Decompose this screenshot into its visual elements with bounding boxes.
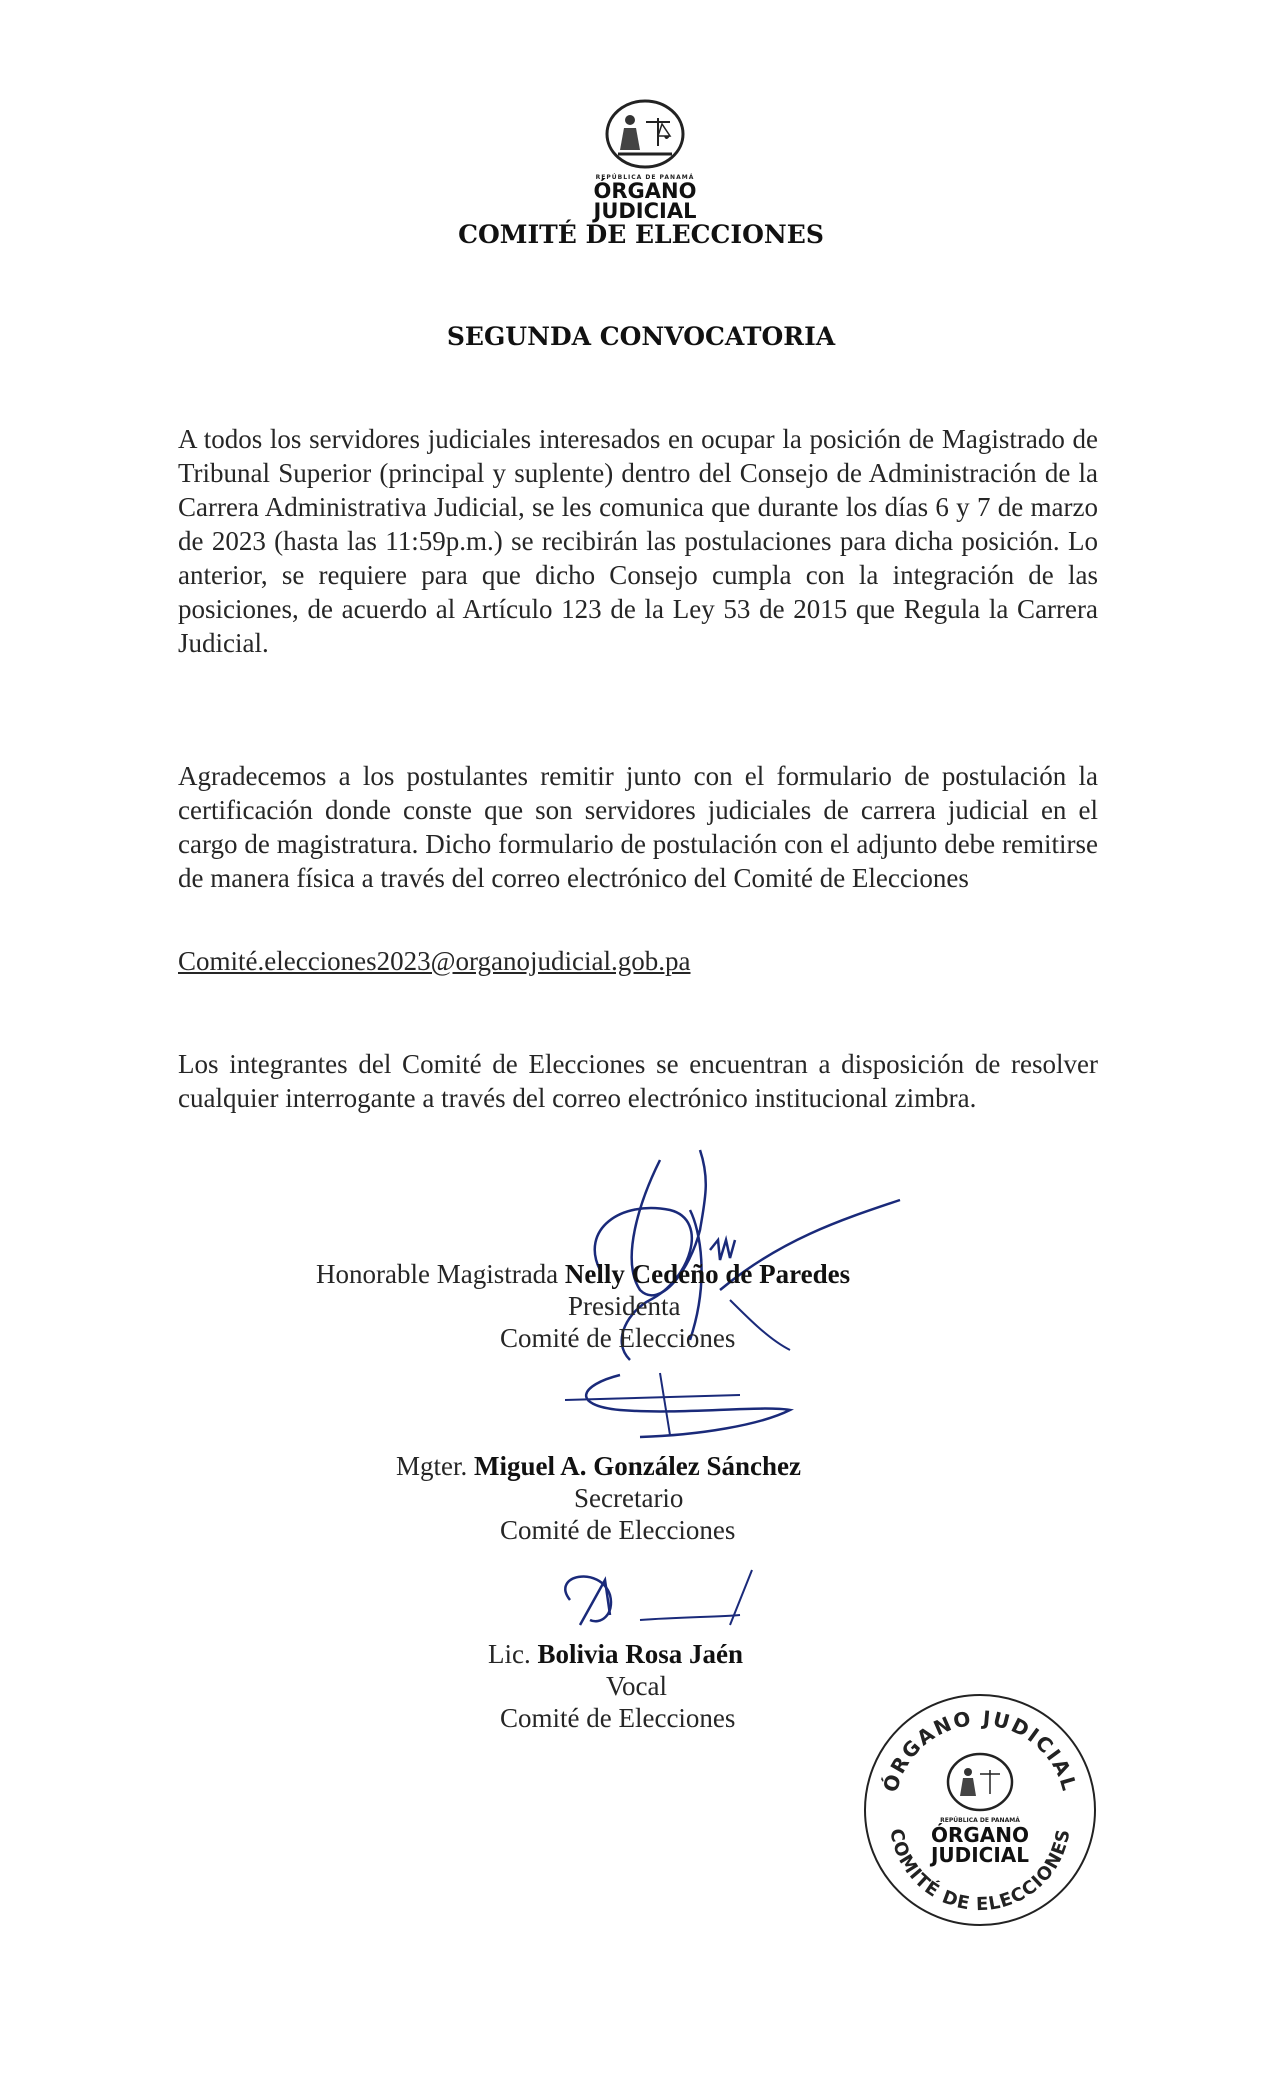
- logo-subtitle: REPÚBLICA DE PANAMÁ: [595, 174, 695, 181]
- logo-line1: ÓRGANO: [593, 179, 697, 203]
- signatory-2-line: [396, 1450, 801, 1482]
- signatory-1-line: [316, 1258, 850, 1290]
- email-link[interactable]: Comité.elecciones2023@organojudicial.gob.pa: [178, 946, 691, 976]
- svg-text:ÓRGANO: ÓRGANO: [930, 1823, 1030, 1847]
- signatory-3-prefix: Lic.: [488, 1639, 531, 1669]
- svg-text:JUDICIAL: JUDICIAL: [930, 1843, 1030, 1867]
- paragraph-2: Agradecemos a los postulantes remitir junto con el formulario de postulación la certificación donde conste que son servidores judiciales de carrera judicial en el cargo de magistratura. Dicho formulario de postulación con el adjunto debe remitirse de manera física a través del correo electrónico del Comité de Elecciones: [178, 761, 1098, 893]
- logo-line2: JUDICIAL: [593, 199, 697, 223]
- signatory-2-org: Comité de Elecciones: [500, 1515, 736, 1545]
- signatory-3-line: [488, 1638, 743, 1670]
- signatory-3-org: Comité de Elecciones: [500, 1703, 736, 1733]
- signature-2: [560, 1365, 800, 1445]
- paragraph-1: A todos los servidores judiciales interesados en ocupar la posición de Magistrado de Tribunal Superior (principal y suplente) dentro del Consejo de Administración de la Carrera Administrativa Judicial, se les comunica que durante los días 6 y 7 de marzo de 2023 (hasta las 11:59p.m.) se recibirán las postulaciones para dicha posición. Lo anterior, se requiere para que dicho Consejo cumpla con la integración de las posiciones, de acuerdo al Artículo 123 de la Ley 53 de 2015 que Regula la Carrera Judicial.: [178, 424, 1098, 658]
- svg-text:ÓRGANO JUDICIAL: ÓRGANO JUDICIAL: [878, 1705, 1082, 1795]
- signature-3: [540, 1565, 760, 1635]
- seal-icon: [860, 1690, 1100, 1930]
- organo-judicial-logo: [560, 98, 730, 221]
- scales-of-justice-icon: [600, 98, 690, 170]
- signatory-2-role: Secretario: [574, 1483, 684, 1513]
- committee-heading: COMITÉ DE ELECCIONES: [458, 220, 824, 249]
- signatory-1-name: Nelly Cedeño de Paredes: [564, 1259, 851, 1289]
- svg-text:REPÚBLICA DE PANAMÁ: REPÚBLICA DE PANAMÁ: [940, 1817, 1020, 1824]
- signatory-3-role: Vocal: [606, 1671, 667, 1701]
- signatory-3-name: Bolivia Rosa Jaén: [537, 1639, 744, 1669]
- document-title: SEGUNDA CONVOCATORIA: [446, 322, 836, 351]
- signatory-1-prefix: Honorable Magistrada: [316, 1259, 559, 1289]
- svg-text:COMITÉ DE ELECCIONES: COMITÉ DE ELECCIONES: [885, 1826, 1075, 1916]
- signatory-2-name: Miguel A. González Sánchez: [474, 1451, 801, 1481]
- signatory-2-prefix: Mgter.: [396, 1451, 468, 1481]
- signatory-1-role: Presidenta: [568, 1291, 681, 1321]
- paragraph-3: Los integrantes del Comité de Elecciones se encuentran a disposición de resolver cualquier interrogante a través del correo electrónico institucional zimbra.: [178, 1049, 1098, 1113]
- signatory-1-org: Comité de Elecciones: [500, 1323, 736, 1353]
- committee-seal: [860, 1690, 1100, 1930]
